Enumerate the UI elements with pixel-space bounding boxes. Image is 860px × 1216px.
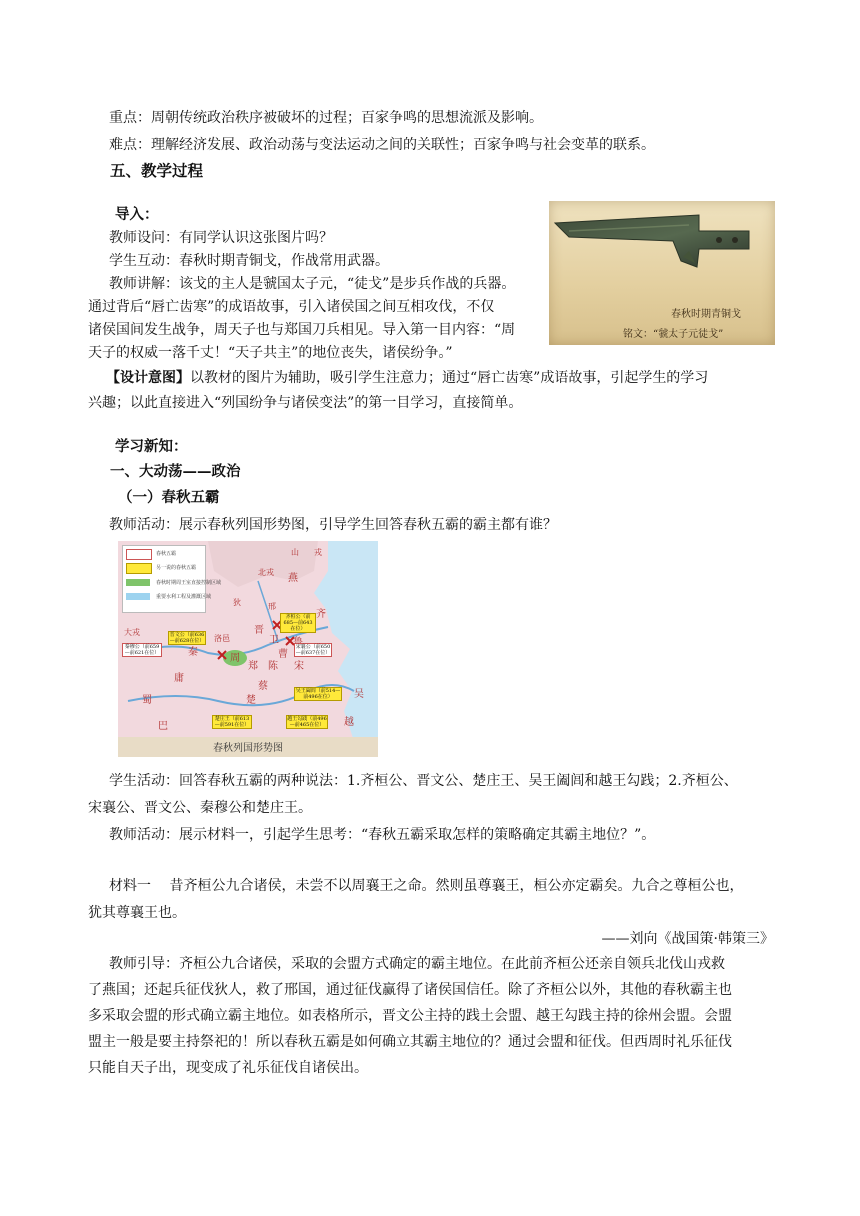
map-label-yong: 庸 — [174, 673, 184, 684]
guide-line-5: 只能自天子出，现变成了礼乐征伐自诸侯出。 — [88, 1060, 368, 1076]
map-box-qin: 秦穆公（前659—前621在位） — [122, 643, 162, 657]
intro-explain-4: 天子的权威一落千丈！“天子共主”的地位丧失，诸侯纷争。” — [88, 345, 453, 361]
legend-row-4: 重要水利工程及灌溉区域 — [126, 593, 150, 603]
map-box-qi: 齐桓公（前685—前643在位） — [280, 613, 316, 633]
map-legend — [122, 545, 222, 613]
sub1-heading: （一）春秋五霸 — [118, 489, 220, 506]
map-box-jin: 晋文公（前636—前628在位） — [169, 632, 205, 644]
halberd-caption-1: 春秋时期青铜戈 — [671, 309, 741, 320]
material-1-line-2: 犹其尊襄王也。 — [88, 905, 186, 921]
map-label-qi: 齐 — [316, 609, 326, 620]
bronze-halberd-image — [549, 201, 775, 345]
map-label-luoyi: 洛邑 — [214, 634, 230, 643]
teacher-activity-2: 教师活动：展示材料一，引起学生思考：“春秋五霸采取怎样的策略确定其霸主地位？”。 — [109, 827, 656, 843]
map-label-yue: 越 — [344, 717, 354, 728]
map-label-beirong: 北戎 — [258, 568, 274, 577]
map-label-qin: 秦 — [188, 647, 198, 658]
map-label-wu: 吴 — [354, 689, 364, 700]
legend-row-2: 另一说的春秋五霸 — [126, 563, 152, 573]
intro-explain-1: 教师讲解：该戈的主人是虢国太子元，“徒戈”是步兵作战的兵器。 — [109, 276, 516, 292]
map-label-song: 宋 — [294, 661, 304, 672]
map-label-ba: 巴 — [158, 721, 168, 732]
intro-explain-2: 通过背后“唇亡齿寒”的成语故事，引入诸侯国之间互相攻伐，不仅 — [88, 299, 495, 315]
map-label-shan: 山 — [291, 548, 299, 557]
guide-line-2: 了燕国；还起兵征伐狄人，救了邢国，通过征伐赢得了诸侯国信任。除了齐桓公以外，其他的春秋霸主也 — [88, 982, 732, 998]
student-activity-1b: 宋襄公、晋文公、秦穆公和楚庄王。 — [88, 800, 312, 816]
section-title: 五、教学过程 — [110, 161, 204, 180]
new-knowledge-heading: 学习新知： — [115, 438, 188, 455]
material-1-line-1: 材料一 昔齐桓公九合诸侯，未尝不以周襄王之命。然则虽尊襄王，桓公亦定霸矣。九合之尊桓公也， — [109, 878, 744, 894]
legend-row-3: 春秋时期周王室直接控制区域 — [126, 579, 150, 589]
design-intent-line-2: 兴趣；以此直接进入“列国纷争与诸侯变法”的第一目学习，直接简单。 — [88, 395, 523, 411]
design-intent-line-1 — [106, 367, 708, 389]
map-label-di: 狄 — [233, 598, 241, 607]
intro-answer: 学生互动：春秋时期青铜戈，作战常用武器。 — [109, 253, 389, 269]
key-points: 重点：周朝传统政治秩序被破坏的过程；百家争鸣的思想流派及影响。 — [109, 110, 543, 126]
guide-line-3: 多采取会盟的形式确立霸主地位。如表格所示，晋文公主持的践土会盟、越王勾践主持的徐州会盟。会盟 — [88, 1008, 732, 1024]
legend-row-1: 春秋五霸 — [126, 549, 152, 559]
spring-autumn-map — [118, 541, 378, 757]
map-label-jin: 晋 — [254, 625, 264, 636]
map-box-wu: 吴王阖闾（前514—前496在位） — [295, 688, 341, 700]
map-box-song: 宋襄公（前650—前637在位） — [295, 644, 331, 656]
map-label-zheng: 郑 — [248, 661, 258, 672]
map-label-yan: 燕 — [288, 573, 298, 584]
guide-line-1: 教师引导：齐桓公九合诸侯，采取的会盟方式确定的霸主地位。在此前齐桓公还亲自领兵北伐山戎救 — [109, 956, 725, 972]
material-source: ——刘向《战国策·韩策三》 — [601, 931, 774, 947]
difficult-points: 难点：理解经济发展、政治动荡与变法运动之间的关联性；百家争鸣与社会变革的联系。 — [109, 137, 655, 153]
map-box-chu: 楚庄王（前613—前591在位） — [212, 715, 252, 729]
map-label-rong: 戎 — [314, 548, 322, 557]
student-activity-1a: 学生活动：回答春秋五霸的两种说法：1.齐桓公、晋文公、楚庄王、吴王阖闾和越王勾践；2.齐桓公、 — [109, 773, 738, 789]
intro-heading: 导入： — [115, 206, 159, 223]
part1-heading: 一、大动荡——政治 — [110, 463, 241, 480]
map-label-wei: 卫 — [269, 635, 279, 646]
map-label-chu: 楚 — [246, 695, 256, 706]
map-label-zhou: 周 — [230, 653, 240, 664]
guide-line-4: 盟主一般是要主持祭祀的！所以春秋五霸是如何确立其霸主地位的？通过会盟和征伐。但西周时礼乐征伐 — [88, 1034, 732, 1050]
map-box-yue: 越王勾践（前496—前465在位） — [287, 716, 327, 728]
map-label-darong: 大戎 — [124, 628, 140, 637]
map-label-cao: 曹 — [278, 649, 288, 660]
design-intent-label: 【设计意图】 — [106, 370, 190, 386]
halberd-caption-2: 铭文：“虢太子元徒戈” — [623, 329, 724, 340]
map-label-chen: 陈 — [268, 661, 278, 672]
halberd-drawing — [549, 201, 775, 301]
intro-explain-3: 诸侯国间发生战争，周天子也与郑国刀兵相见。导入第一目内容：“周 — [88, 322, 516, 338]
design-intent-text-1: 以教材的图片为辅助，吸引学生注意力；通过“唇亡齿寒”成语故事，引起学生的学习 — [190, 370, 709, 386]
map-caption: 春秋列国形势图 — [213, 743, 283, 754]
map-label-shu: 蜀 — [142, 695, 152, 706]
teacher-activity-1: 教师活动：展示春秋列国形势图，引导学生回答春秋五霸的霸主都有谁？ — [109, 517, 557, 533]
map-label-cai: 蔡 — [258, 681, 268, 692]
intro-question: 教师设问：有同学认识这张图片吗？ — [109, 230, 333, 246]
map-label-xing: 邢 — [268, 602, 276, 611]
